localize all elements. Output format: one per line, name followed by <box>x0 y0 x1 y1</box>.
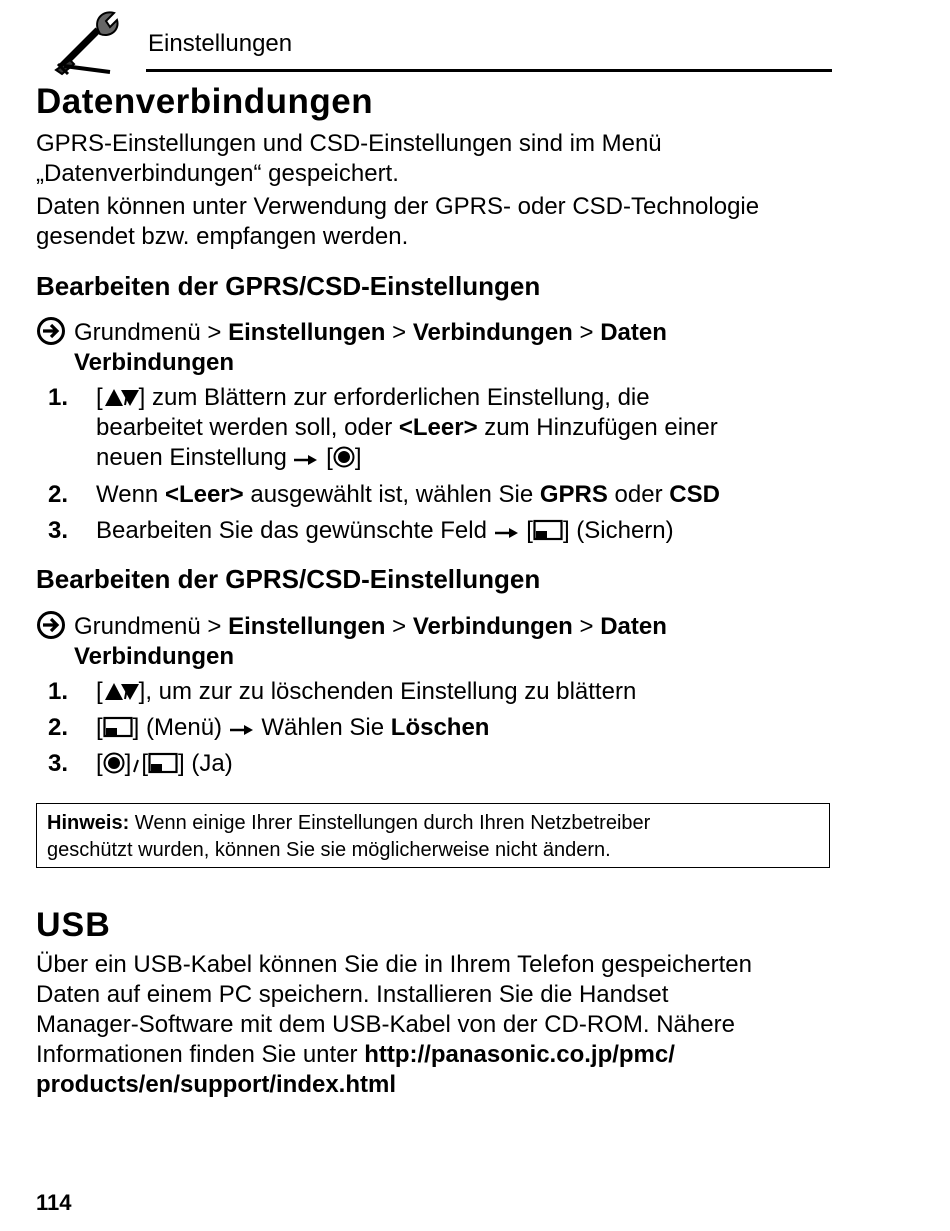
step-number: 2. <box>48 481 69 508</box>
intro-line: gesendet bzw. empfangen werden. <box>36 223 409 250</box>
step-number: 3. <box>48 750 69 777</box>
section-heading-edit: Bearbeiten der GPRS/CSD-Einstellungen <box>36 271 541 301</box>
intro-line: GPRS-Einstellungen und CSD-Einstellungen sind im Menü <box>36 130 662 157</box>
path-item: Einstellungen <box>228 613 386 640</box>
path-item: Verbindungen <box>412 319 573 346</box>
left-soft-key-icon <box>533 519 563 541</box>
slash-icon <box>131 754 141 774</box>
up-down-keys-icon <box>103 386 139 408</box>
arrow-right-icon <box>229 722 255 738</box>
usb-heading: USB <box>36 906 111 944</box>
menu-path <box>36 610 856 672</box>
path-item: Daten <box>600 319 667 346</box>
support-url-link[interactable]: http://panasonic.co.jp/pmc/ <box>364 1041 675 1068</box>
left-soft-key-icon <box>103 716 133 738</box>
right-arrow-circle-icon <box>36 610 66 640</box>
path-separator: > <box>200 319 229 346</box>
path-item: Verbindungen <box>74 349 235 376</box>
support-url-link[interactable]: products/en/support/index.html <box>36 1071 397 1098</box>
note-label: Hinweis: <box>47 812 130 834</box>
up-down-keys-icon <box>103 680 139 702</box>
path-item: Verbindungen <box>412 613 573 640</box>
menu-path <box>36 316 856 378</box>
step-number: 1. <box>48 384 69 411</box>
usb-paragraph: Über ein USB-Kabel können Sie die in Ihrem Telefon gespeicherten Daten auf einem PC speichern. Installieren Sie die Handset Manager-Software mit dem USB-Kabel von der CD-ROM. Nähere Informationen finden Sie unter http://panasonic.co.jp/pmc/ products/en/support/index.html <box>36 951 752 1098</box>
section-label: Einstellungen <box>148 30 293 57</box>
path-separator: > <box>200 613 229 640</box>
page-title: Datenverbindungen <box>36 82 374 121</box>
right-arrow-circle-icon <box>36 316 66 346</box>
step-number: 1. <box>48 678 69 705</box>
wrench-screwdriver-icon <box>50 8 122 78</box>
center-key-icon <box>333 446 355 468</box>
section-heading-delete: Bearbeiten der GPRS/CSD-Einstellungen <box>36 564 541 594</box>
note-box: Hinweis: Wenn einige Ihrer Einstellungen durch Ihren Netzbetreiber geschützt wurden, können Sie sie möglicherweise nicht ändern. <box>36 803 830 868</box>
arrow-right-icon <box>293 452 319 468</box>
path-item: Daten <box>600 613 667 640</box>
intro-paragraph-2 <box>36 192 856 252</box>
path-separator: > <box>385 613 413 640</box>
path-item: Verbindungen <box>74 643 235 670</box>
path-separator: > <box>572 319 601 346</box>
intro-line: Daten können unter Verwendung der GPRS- oder CSD-Technologie <box>36 193 760 220</box>
intro-line: „Datenverbindungen“ gespeichert. <box>36 160 399 187</box>
intro-paragraph <box>36 129 856 189</box>
path-item: Grundmenü <box>74 613 201 640</box>
left-soft-key-icon <box>148 752 178 774</box>
path-separator: > <box>385 319 413 346</box>
page-number: 114 <box>36 1190 72 1215</box>
step-number: 3. <box>48 517 69 544</box>
path-separator: > <box>572 613 601 640</box>
arrow-right-icon <box>494 525 520 541</box>
header-divider <box>146 69 832 72</box>
step-number: 2. <box>48 714 69 741</box>
path-item: Einstellungen <box>228 319 386 346</box>
center-key-icon <box>103 752 125 774</box>
path-item: Grundmenü <box>74 319 201 346</box>
